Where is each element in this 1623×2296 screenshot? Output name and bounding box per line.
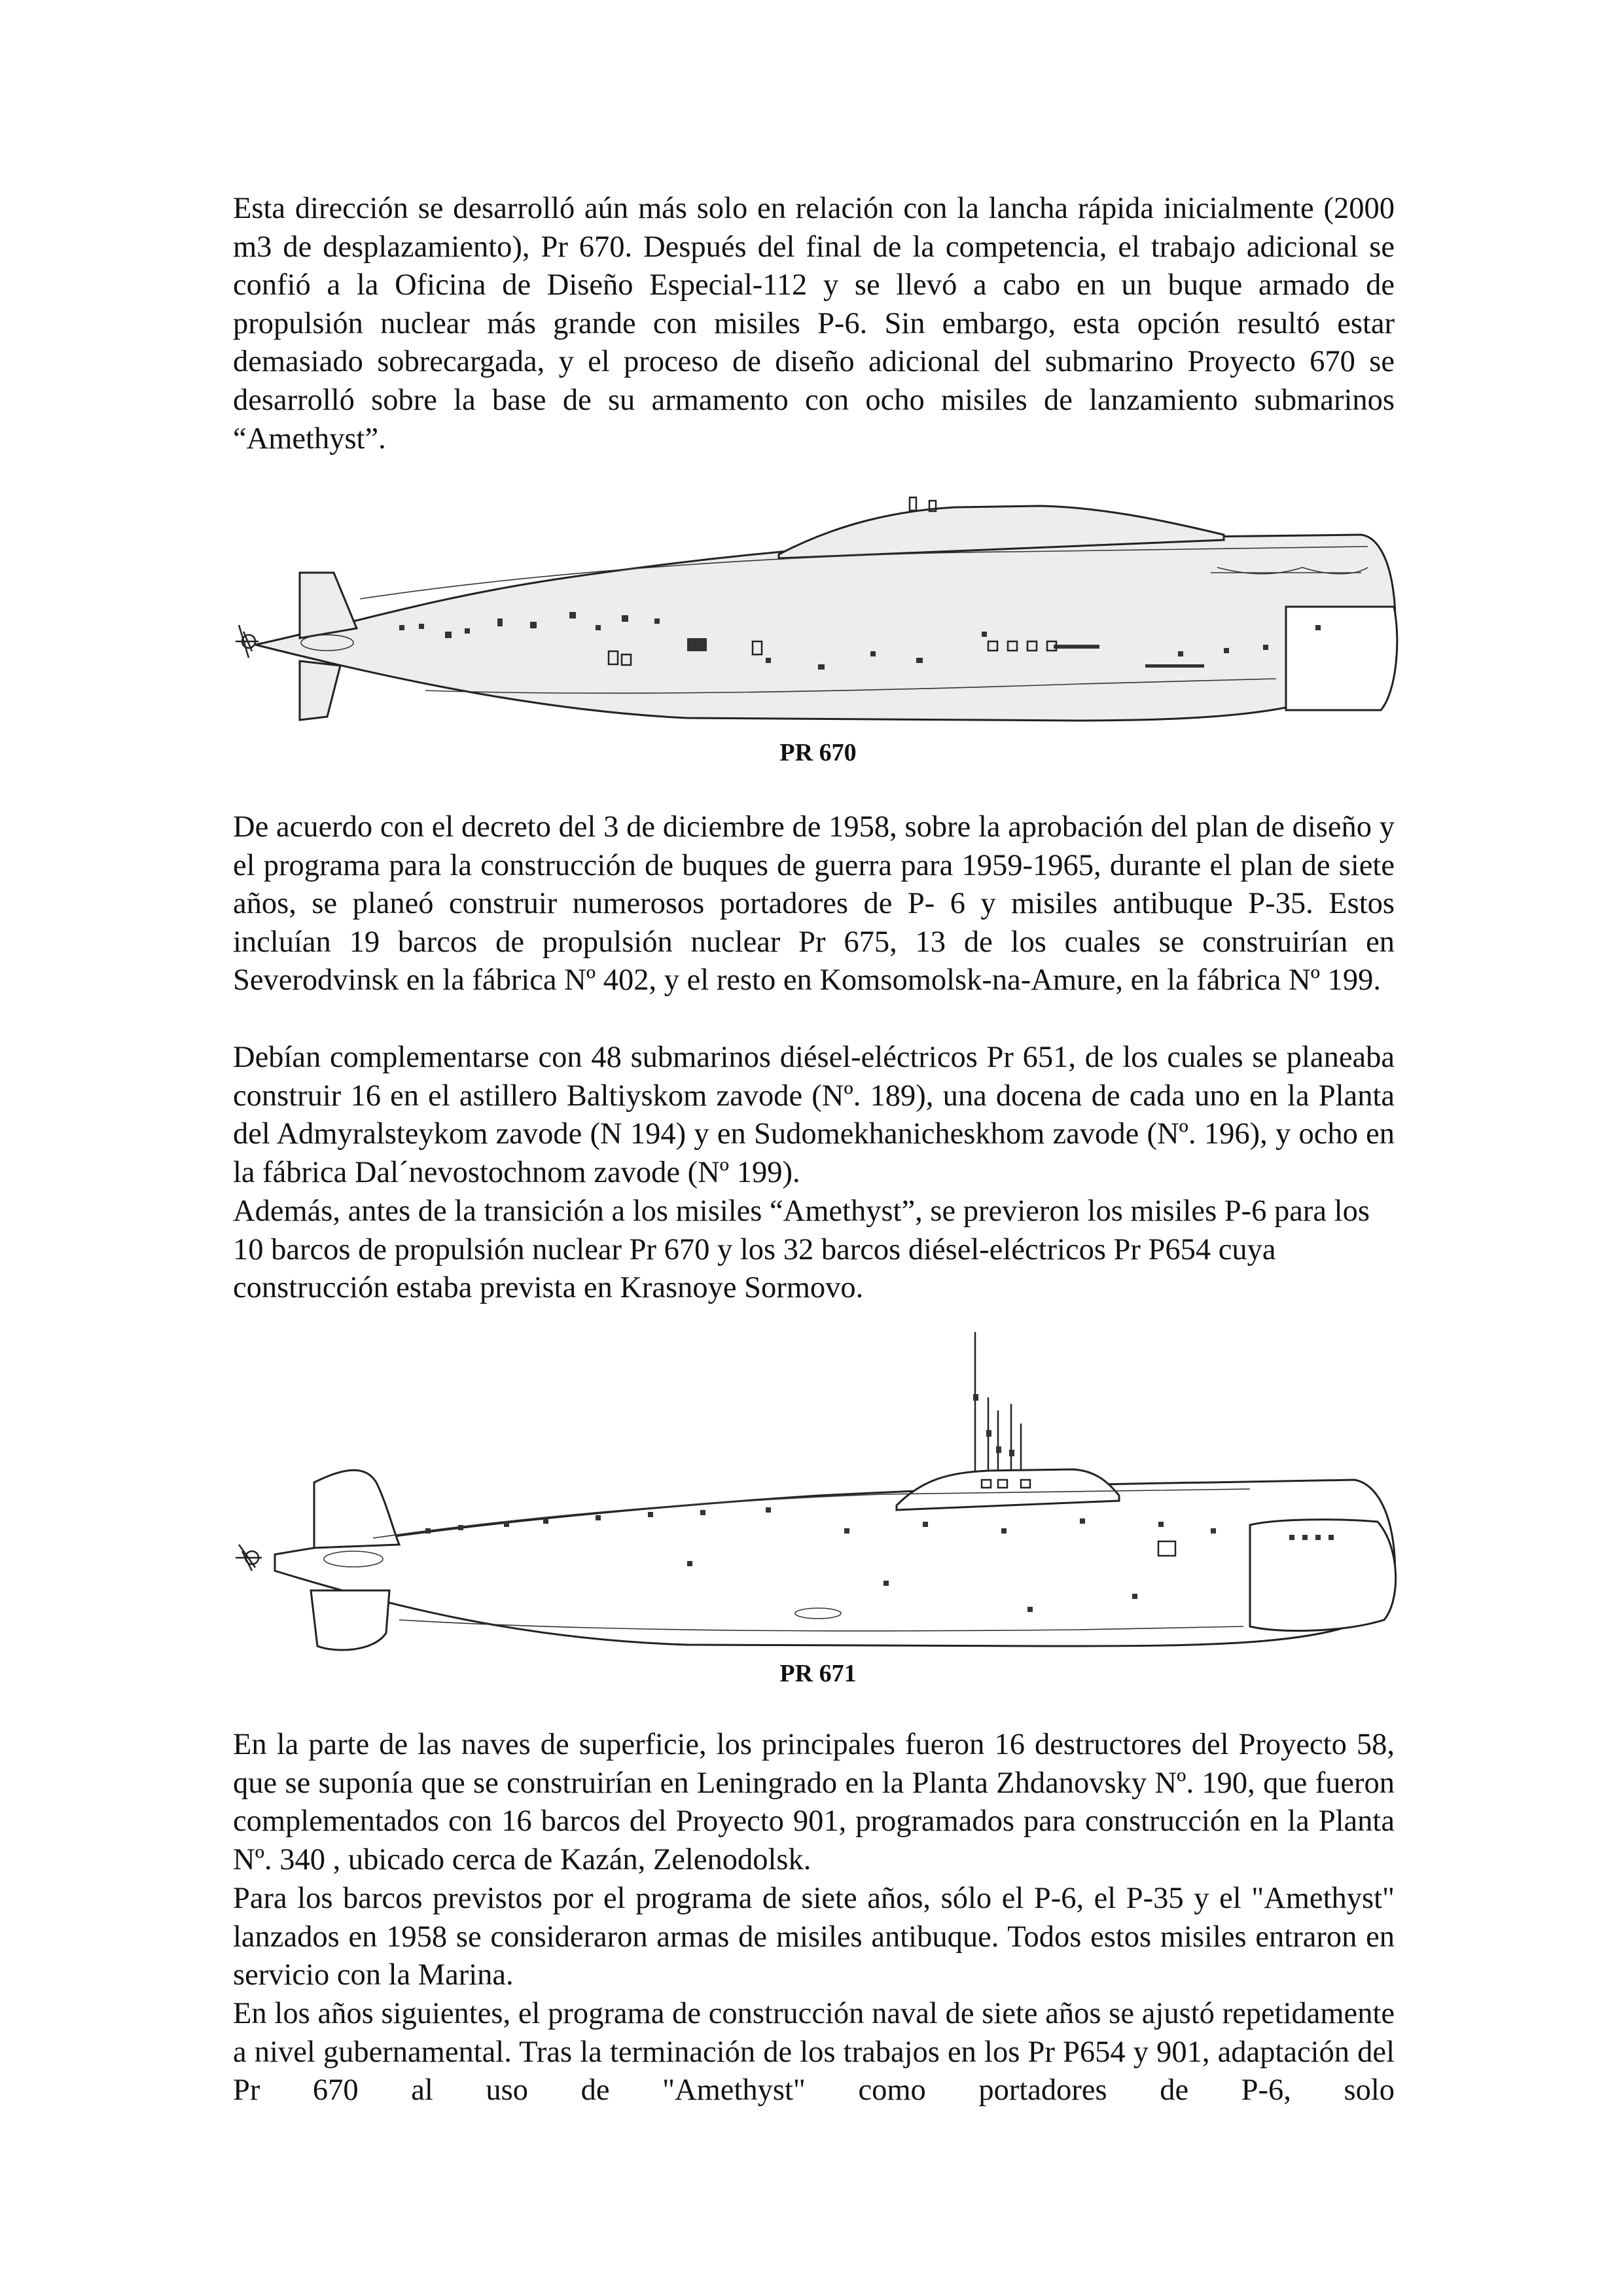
figure-caption-pr671: PR 671 [779,1660,857,1687]
paragraph-6: Para los barcos previstos por el programa de siete años, sólo el P-6, el P-35 y el "Amethyst" lanzados en 1958 se consideraron armas de misiles antibuque. Todos estos misiles entraron en servicio con la Marina. [233,1882,1395,1992]
figure-pr670 [229,494,1400,730]
paragraph-5: En la parte de las naves de superficie, los principales fueron 16 destructores del Proyecto 58, que se suponía que se construirían en Leningrado en la Planta Zhdanovsky Nº. 190, que fueron complementados con 16 barcos del Proyecto 901, programados para construcción en la Planta Nº. 340 , ubicado cerca de Kazán, Zelenodolsk. [233,1728,1395,1876]
figure-caption-pr670: PR 670 [779,739,857,766]
submarine-pr670-drawing [229,494,1400,730]
paragraph-3: Debían complementarse con 48 submarinos diésel-eléctricos Pr 651, de los cuales se planeaba construir 16 en el astillero Baltiyskom zavode (Nº. 189), una docena de cada uno en la Planta del Admyralsteykom zavode (N 194) y en Sudomekhanicheskhom zavode (Nº. 196), y ocho en la fábrica Dal´nevostochnom zavode (Nº 199). [233,1041,1395,1189]
submarine-pr671-drawing [229,1332,1400,1659]
paragraph-1: Esta dirección se desarrolló aún más solo en relación con la lancha rápida inicialmente (2000 m3 de desplazamiento), Pr 670. Después del final de la competencia, el trabajo adicional se confió a la Oficina de Diseño Especial-112 y se llevó a cabo en un buque armado de propulsión nuclear más grande con misiles P-6. Sin embargo, esta opción resultó estar demasiado sobrecargada, y el proceso de diseño adicional del submarino Proyecto 670 se desarrolló sobre la base de su armamento con ocho misiles de lanzamiento submarinos “Amethyst”. [233,192,1395,456]
paragraph-4: Además, antes de la transición a los misiles “Amethyst”, se previeron los misiles P-6 para los 10 barcos de propulsión nuclear Pr 670 y los 32 barcos diésel-eléctricos Pr P654 cuya construcción estaba prevista en Krasnoye Sormovo. [233,1194,1370,1305]
figure-pr671 [229,1332,1400,1659]
paragraph-2: De acuerdo con el decreto del 3 de diciembre de 1958, sobre la aprobación del plan de diseño y el programa para la construcción de buques de guerra para 1959-1965, durante el plan de siete años, se planeó construir numerosos portadores de P- 6 y misiles antibuque P-35. Estos incluían 19 barcos de propulsión nuclear Pr 675, 13 de los cuales se construirían en Severodvinsk en la fábrica Nº 402, y el resto en Komsomolsk-na-Amure, en la fábrica Nº 199. [233,810,1395,997]
paragraph-7: En los años siguientes, el programa de construcción naval de siete años se ajustó repetidamente a nivel gubernamental. Tras la terminación de los trabajos en los Pr P654 y 901, adaptación del Pr 670 al uso de "Amethyst" como portadores de P-6, solo [233,1997,1395,2108]
